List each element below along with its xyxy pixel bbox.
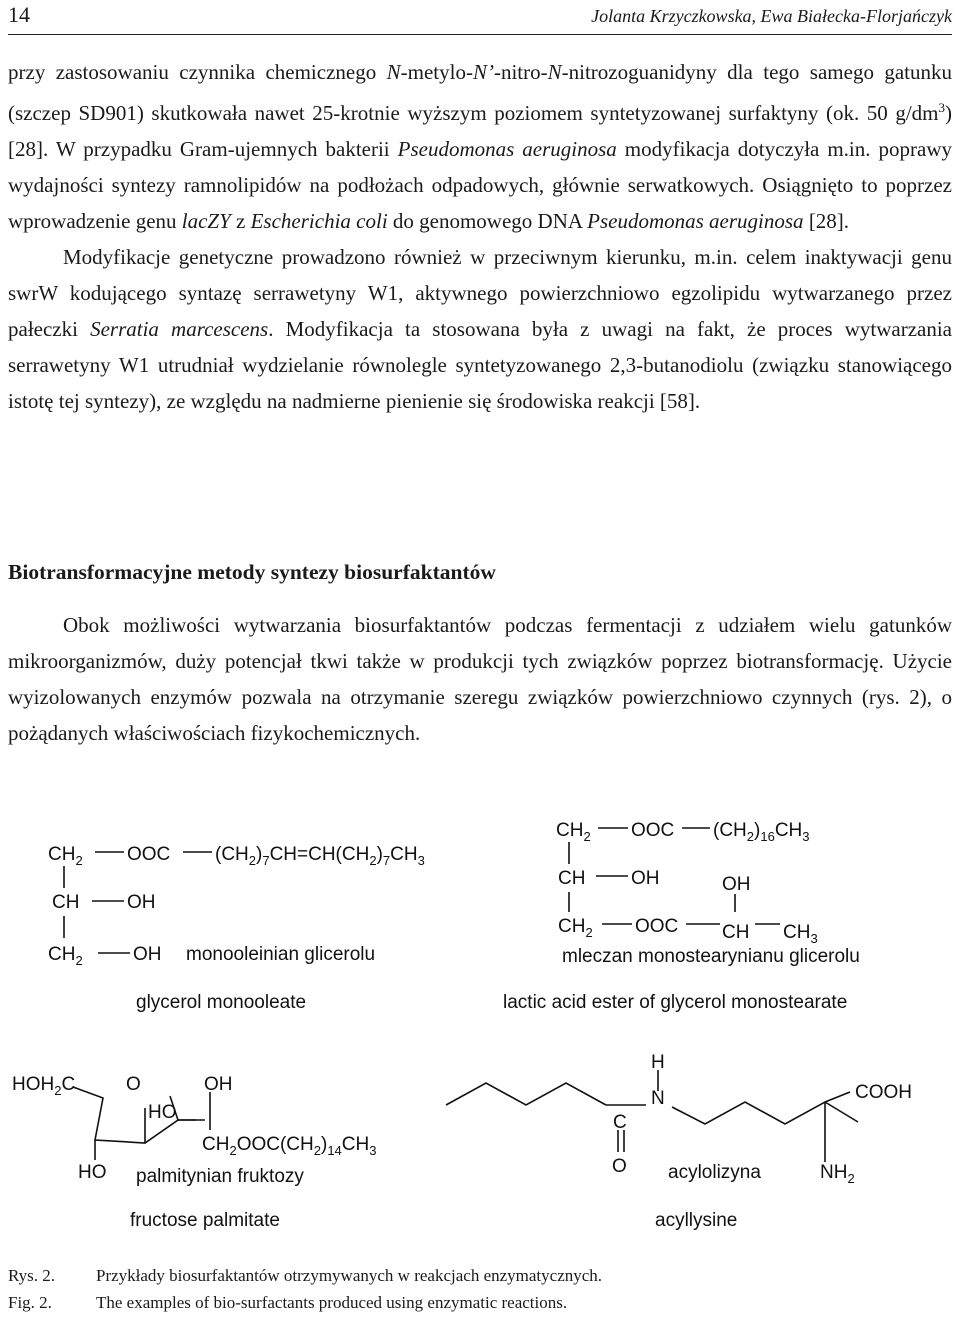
atom-subscript: 2 xyxy=(248,853,257,868)
figure-2 xyxy=(0,800,960,1255)
atom-subscript: 2 xyxy=(369,853,377,868)
atom-label: HO xyxy=(78,1162,107,1183)
atom-label: CH xyxy=(48,944,76,965)
paragraph-2 xyxy=(8,239,952,419)
text-run: -nitrozoguanidyny dla tego samego gatunku (szczep SD901) skutkowała nawet 25-krotnie wyższym poziomem syntetyzowanej surfaktyny (ok. 50 g/dm xyxy=(8,60,952,125)
text-run-italic: lacZY xyxy=(181,209,231,233)
text-run-italic: Escherichia coli xyxy=(250,209,388,233)
compound-name-pl: monooleinian glicerolu xyxy=(186,944,376,965)
atom-label: CH xyxy=(341,1134,370,1155)
svg-text:CH2 xyxy=(556,820,591,844)
atom-subscript: 2 xyxy=(75,953,83,968)
atom-label: C xyxy=(61,1074,76,1095)
text-run-italic: Pseudomonas aeruginosa xyxy=(397,137,617,161)
atom-label: HO xyxy=(148,1102,177,1123)
atom-label: CH xyxy=(556,820,584,841)
atom-subscript: 3 xyxy=(417,853,425,868)
svg-text:CH2OOC(CH2)14CH3 xyxy=(202,1134,376,1158)
compound-name-en: lactic acid ester of glycerol monostearate xyxy=(503,992,848,1013)
atom-subscript: 2 xyxy=(746,829,755,844)
section-title: Biotransformacyjne metody syntezy biosurfaktantów xyxy=(8,560,496,584)
atom-subscript: 2 xyxy=(847,1171,855,1186)
structure-lactic-ester xyxy=(503,820,860,1013)
text-run-italic: Serratia marcescens xyxy=(90,317,269,341)
atom-label: CH=CH(CH xyxy=(269,844,370,865)
atom-label: N xyxy=(651,1088,665,1109)
atom-subscript: 2 xyxy=(585,925,593,940)
atom-label: OH xyxy=(133,944,162,965)
paragraph-3-text: Obok możliwości wytwarzania biosurfaktantów podczas fermentacji z udziałem wielu gatunków mikroorganizmów, duży potencjał tkwi także w produkcji tych związków poprzez biotransformację. Użycie wyizolowanych enzymów pozwala na otrzymanie szeregu związków powierzchniowo czynnych (rys. 2), o pożądanych właściwościach fizykochemicznych. xyxy=(8,613,952,745)
text-run: Modyfikacje genetyczne prowadzono również w przeciwnym kierunku, m.in. celem inaktywacji genu swrW kodującego syntazę serrawetyny W1, aktywnego powierzchniowo egzolipidu wytwarzanego przez pałeczki xyxy=(8,245,952,341)
text-run: ) [28]. W przypadku Gram-ujemnych bakterii xyxy=(8,101,952,161)
svg-text:HOH2C xyxy=(12,1074,75,1098)
atom-subscript: 3 xyxy=(810,931,818,946)
atom-subscript: 16 xyxy=(760,829,775,844)
atom-subscript: 2 xyxy=(54,1083,62,1098)
running-head: Jolanta Krzyczkowska, Ewa Białecka-Florjańczyk xyxy=(591,6,952,26)
atom-subscript: 14 xyxy=(327,1143,342,1158)
text-run: modyfikacja dotyczyła m.in. poprawy wydajności syntezy ramnolipidów na podłożach odpadowych, głównie serwatkowych. Osiągnięto to poprzez wprowadzenie genu xyxy=(8,137,952,233)
structure-acyllysine xyxy=(612,1052,912,1231)
atom-subscript: 7 xyxy=(382,853,391,868)
caption-label: Rys. 2. xyxy=(8,1266,56,1285)
atom-label: OH xyxy=(722,874,751,895)
compound-name-pl: mleczan monostearynianu glicerolu xyxy=(562,946,860,967)
svg-text:CH2 xyxy=(48,944,83,968)
atom-label: (CH xyxy=(713,820,747,841)
atom-label: CH xyxy=(783,922,811,943)
atom-label: OOC xyxy=(631,820,675,841)
atom-label: OOC(CH xyxy=(236,1134,314,1155)
atom-label: (CH xyxy=(215,844,249,865)
atom-subscript: 3 xyxy=(369,1143,377,1158)
text-run: -nitro- xyxy=(493,60,548,84)
atom-label: CH xyxy=(774,820,803,841)
atom-label: ) xyxy=(754,820,761,841)
page-number: 14 xyxy=(8,2,30,27)
superscript: 3 xyxy=(938,100,945,115)
paragraph-1 xyxy=(8,54,952,419)
atom-label: CH xyxy=(390,844,418,865)
text-run: . Modyfikacja ta stosowana była z uwagi na fakt, że proces wytwarzania serrawetyny W1 utrudniał wydzielanie równolegle syntetyzowanego 2,3-butanodiolu (związku stanowiącego istotę tej syntezy), ze względu na nadmierne pienienie się środowiska reakcji [58]. xyxy=(8,317,952,413)
svg-text:CH2 xyxy=(48,844,83,868)
atom-label: ) xyxy=(256,844,263,865)
atom-subscript: 2 xyxy=(583,829,591,844)
text-run: [28]. xyxy=(803,209,850,233)
atom-label: O xyxy=(126,1074,141,1095)
compound-name-pl: palmitynian fruktozy xyxy=(136,1166,304,1187)
atom-label: H xyxy=(651,1052,665,1073)
atom-label: OH xyxy=(631,868,660,889)
chemical-structures xyxy=(0,800,960,1255)
svg-text:CH2 xyxy=(558,916,593,940)
atom-subscript: 2 xyxy=(75,853,83,868)
caption-label: Fig. 2. xyxy=(8,1293,52,1312)
caption-text: The examples of bio-surfactants produced using enzymatic reactions. xyxy=(96,1293,568,1312)
atom-subscript: 2 xyxy=(313,1143,321,1158)
structure-glycerol-monooleate xyxy=(48,844,425,1013)
text-run: z xyxy=(230,209,251,233)
text-run-italic: N xyxy=(547,60,562,84)
page-header xyxy=(8,0,952,35)
svg-text:NH2 xyxy=(820,1162,855,1186)
atom-label: OOC xyxy=(635,916,679,937)
atom-label: HOH xyxy=(12,1074,55,1095)
atom-label: OH xyxy=(127,892,156,913)
compound-name-en: glycerol monooleate xyxy=(136,992,307,1013)
svg-text:(CH2)16CH3 xyxy=(713,820,810,844)
atom-label: CH xyxy=(202,1134,230,1155)
atom-label: ) xyxy=(376,844,383,865)
text-run-italic: Pseudomonas aeruginosa xyxy=(587,209,804,233)
atom-label: C xyxy=(613,1112,627,1133)
atom-label: CH xyxy=(558,868,586,889)
atom-label: O xyxy=(612,1156,627,1177)
caption-text: Przykłady biosurfaktantów otrzymywanych w reakcjach enzymatycznych. xyxy=(96,1266,603,1285)
structure-fructose-palmitate xyxy=(12,1074,376,1231)
atom-label: CH xyxy=(558,916,586,937)
atom-label: ) xyxy=(320,1134,328,1155)
atom-label: OH xyxy=(204,1074,233,1095)
atom-label: CH xyxy=(48,844,76,865)
paragraph-3 xyxy=(8,607,952,751)
text-run-italic: N xyxy=(386,60,401,84)
text-run: przy zastosowaniu czynnika chemicznego xyxy=(8,60,387,84)
atom-subscript: 3 xyxy=(802,829,810,844)
compound-name-en: acyllysine xyxy=(655,1210,738,1231)
text-run: -metylo- xyxy=(400,60,473,84)
compound-name-en: fructose palmitate xyxy=(130,1210,280,1231)
text-run: do genomowego DNA xyxy=(387,209,588,233)
atom-subscript: 7 xyxy=(262,853,270,868)
atom-label: CH xyxy=(722,922,750,943)
svg-text:(CH2)7CH=CH(CH2)7CH3 xyxy=(215,844,425,868)
text-run-italic: N’ xyxy=(472,60,494,84)
atom-subscript: 2 xyxy=(229,1143,237,1158)
svg-text:CH3 xyxy=(783,922,818,946)
atom-label: CH xyxy=(52,892,80,913)
atom-label: OOC xyxy=(127,844,171,865)
atom-label: NH xyxy=(820,1162,848,1183)
atom-label: COOH xyxy=(855,1082,912,1103)
compound-name-pl: acylolizyna xyxy=(668,1162,761,1183)
